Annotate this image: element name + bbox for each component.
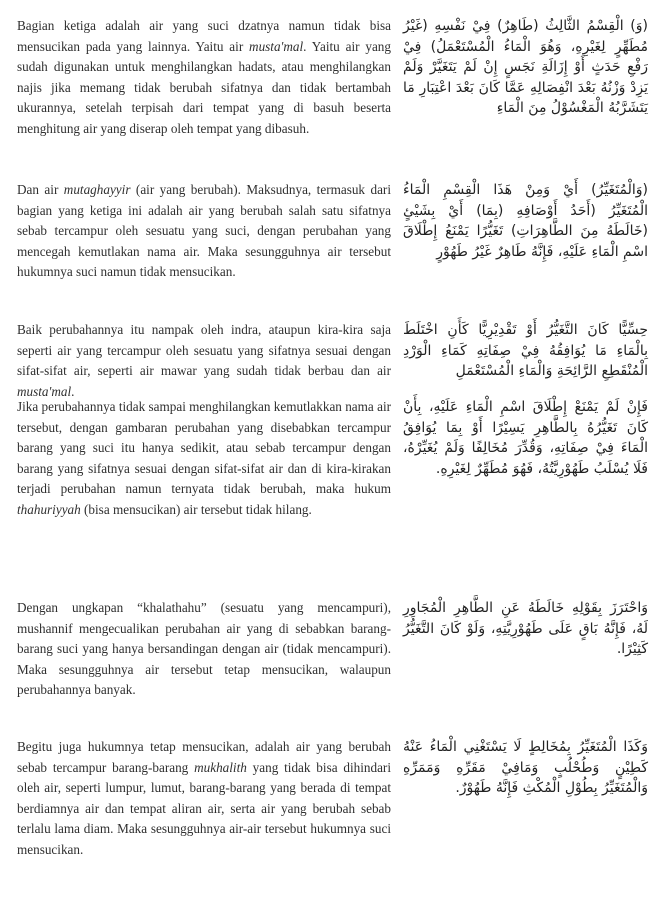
latin-italic-term: musta'mal <box>17 383 72 399</box>
latin-paragraph <box>17 180 391 283</box>
arabic-paragraph: وَاحْتَرَزَ بِقَوْلِهِ خَالَطَهُ عَنِ الطَّاهِرِ الْمُجَاوِرِ لَهُ، فَإِنَّهُ بَاقٍ عَلَى طَهُوْرِيَّتِهِ، وَلَوْ كَانَ التَّغَيُّرُ كَثِيْرًا. <box>403 600 648 657</box>
latin-text: . <box>71 383 75 399</box>
latin-italic-term: thahuriyyah <box>17 501 81 517</box>
latin-text: (air yang berubah). Maksudnya, termasuk dari bagian yang ketiga ini adalah air yang berubah salah satu sifatnya sebab tercampur oleh sesuatu yang suci, dengan perubahan yang mencegah kemutlakan nama air. Maka sesungguhnya air tersebut hukumnya suci namun tidak mensucikan. <box>17 182 391 279</box>
latin-text: Jika perubahannya tidak sampai menghilangkan kemutlakkan nama air tersebut, dengan gambaran perubahan yang disebabkan tercampur barang yang suci itu hanya sedikit, atau sebab tercampur dengan barang yang sifatnya sesuai dengan sifat-sifat air dan di kira-kirakan terjadi perubahan namun ternyata tidak berubah, maka hukum <box>17 399 391 496</box>
latin-paragraph <box>17 397 391 520</box>
latin-italic-term: mukhalith <box>194 759 247 775</box>
latin-text: yang tidak bisa dihindari oleh air, seperti lumpur, lumut, barang-barang yang berada di tempat berdiamnya air dan tempat aliran air, serta air yang berubah sebab terlalu lama diam. Maka sesungguhnya air-air tersebut hukumnya suci mensucikan. <box>17 759 391 857</box>
latin-text: Bagian ketiga adalah air yang suci dzatnya namun tidak bisa mensucikan pada yang lainnya. Yaitu air <box>17 18 391 54</box>
latin-text: Dan air <box>17 182 64 197</box>
latin-paragraph <box>17 737 391 860</box>
latin-text: Dengan ungkapan “khalathahu” (sesuatu yang mencampuri), mushannif mengecualikan perubahan air yang di sebabkan barang-barang suci yang hanya bersandingan dengan air (tidak mencampuri). Maka sesungguhnya air tersebut tetap mensucikan, walaupun perubahannya banyak. <box>17 600 391 697</box>
latin-paragraph <box>17 16 391 139</box>
latin-text: Baik perubahannya itu nampak oleh indra, ataupun kira-kira saja seperti air yang tercampur oleh sesuatu yang sifatnya sesuai dengan sifat-sifat air, seperti air mawar yang sudah tidak berbau dan air <box>17 322 391 378</box>
arabic-paragraph: وَكَذَا الْمُتَغَيِّرُ بِمُخَالِطٍ لَا يَسْتَغْنِي الْمَاءُ عَنْهُ كَطِيْنٍ وَطُحْلُبٍ وَمَافِيْ مَقَرِّهِ وَمَمَرِّهِ وَالْمُتَغَيِّرُ بِطُوْلِ الْمُكْثِ فَإِنَّهُ طَهُوْرٌ. <box>403 739 648 796</box>
arabic-paragraph: حِسِّيًّا كَانَ التَّغَيُّرُ أَوْ تَقْدِيْرِيًّا كَأَنِ اخْتَلَطَ بِالْمَاءِ مَا يُوَافِقُهُ فِيْ صِفَاتِهِ كَمَاءِ الْوَرْدِ الْمُنْقَطِعِ الرَّائِحَةِ وَالْمَاءِ الْمُسْتَعْمَلِ <box>403 322 648 379</box>
latin-italic-term: mutaghayyir <box>63 182 131 197</box>
latin-paragraph <box>17 320 391 402</box>
latin-text: (bisa mensucikan) air tersebut tidak hilang. <box>80 501 312 517</box>
latin-italic-term: musta'mal <box>249 38 304 54</box>
latin-text: . Yaitu air yang sudah digunakan untuk menghilangkan hadats, atau menghilangkan najis jika memang tidak berubah sifatnya dan tidak bertambah ukurannya, setelah terpisah dari tempat yang di basuh beserta menghitung air yang diserap oleh tempat yang dibasuh. <box>17 38 391 136</box>
arabic-paragraph: (وَ) الْقِسْمُ الثَّالِثُ (طَاهِرٌ) فِيْ نَفْسِهِ (غَيْرُ مُطَهِّرٍ لِغَيْرِهِ، وَهُوَ الْمَاءُ الْمُسْتَعْمَلُ) فِيْ رَفْعِ حَدَثٍ أَوْ إِزَالَةِ نَجَسٍ إِنْ لَمْ يَتَغَيَّرْ وَلَمْ يَزِدْ وَزْنُهُ بَعْدَ انْفِصَالِهِ عَمَّا كَانَ بَعْدَ اعْتِبَارِ مَا يَتَشَرَّبُهُ الْمَغْسُوْلُ مِنَ الْمَاءِ <box>403 18 648 116</box>
arabic-paragraph: (وَالْمُتَغَيِّرُ) أَيْ وَمِنْ هَذَا الْقِسْمِ الْمَاءُ الْمُتَغَيِّرُ (أَحَدُ أَوْصَافِهِ (بِمَا) أَيْ بِشَيْئٍ (خَالَطَهُ مِنَ الطَّاهِرَاتِ) تَغَيُّرًا يَمْنَعُ إِطْلَاقَ اسْمِ الْمَاءِ عَلَيْهِ، فَإِنَّهُ طَاهِرٌ غَيْرُ طَهُوْرٍ <box>403 182 648 260</box>
latin-paragraph <box>17 598 391 701</box>
arabic-paragraph: فَإِنْ لَمْ يَمْنَعْ إِطْلَاقَ اسْمِ الْمَاءِ عَلَيْهِ، بِأَنْ كَانَ تَغَيُّرُهُ بِالطَّاهِرِ يَسِيْرًا أَوْ بِمَا يُوَافِقُ الْمَاءَ فِيْ صِفَاتِهِ، وَقُدِّرَ مُخَالِفًا وَلَمْ يُغَيِّرْهُ، فَلَا يُسْلَبُ طَهُوْرِيَّتُهُ، فَهُوَ مُطَهِّرٌ لِغَيْرِهِ. <box>403 399 648 477</box>
latin-text: Begitu juga hukumnya tetap mensucikan, adalah air yang berubah sebab tercampur barang-barang <box>17 739 391 775</box>
